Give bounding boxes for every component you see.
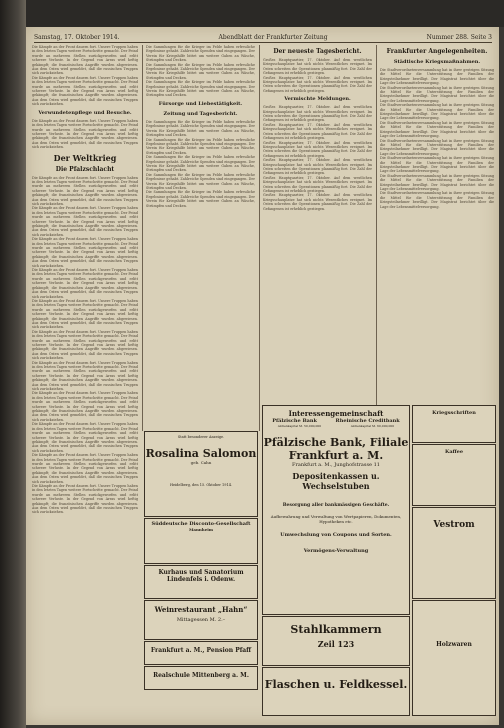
article-text: Die Sammlungen für die Krieger im Felde haben erfreuliche Ergebnisse gehabt. Zahlreiche Spenden sind eingegangen. Der Verein für Kriegshilfe bittet um weitere Gaben an Wäsche, Strümpfen und Decken. bbox=[146, 155, 255, 173]
column-4 bbox=[380, 45, 494, 427]
article-text: Die Kämpfe an der Front dauern fort. Unsere Truppen haben in den letzten Tagen weitere Fortschritte gemacht. Der Feind wurde an mehreren Stellen zurückgeworfen und erlitt schwere Verluste. In der Gegend von Arras wird heftig gekämpft; die französischen Angriffe wurden abgewiesen. Aus dem Osten wird gemeldet, daß die russischen Truppen sich zurückziehen. bbox=[32, 391, 138, 422]
article-text: Großes Hauptquartier, 17. Oktober. Auf dem westlichen Kriegsschauplatze hat sich nichts Wesentliches ereignet. Im Osten schreiten die Operationen planmäßig fort. Die Zahl der Gefangenen ist erheblich gestiegen. bbox=[263, 158, 372, 176]
ad-title: Stahlkammern bbox=[290, 623, 382, 636]
article-text: Großes Hauptquartier, 17. Oktober. Auf dem westlichen Kriegsschauplatze hat sich nichts Wesentliches ereignet. Im Osten schreiten die Operationen planmäßig fort. Die Zahl der Gefangenen ist erheblich gestiegen. bbox=[263, 105, 372, 123]
realschule-ad bbox=[144, 666, 258, 690]
header-date: Samstag, 17. Oktober 1914. bbox=[34, 34, 120, 41]
ad-title: Kurhaus und Sanatorium bbox=[158, 569, 244, 576]
capital-left: Aktienkapital M. 50,000,000 bbox=[277, 424, 322, 428]
article-text: Großes Hauptquartier, 17. Oktober. Auf dem westlichen Kriegsschauplatze hat sich nichts Wesentliches ereignet. Im Osten schreiten die Operationen planmäßig fort. Die Zahl der Gefangenen ist erheblich gestiegen. bbox=[263, 175, 372, 193]
bank-name-right: Rheinische Creditbank bbox=[335, 418, 400, 424]
article-text: Die Kämpfe an der Front dauern fort. Unsere Truppen haben in den letzten Tagen weitere Fortschritte gemacht. Der Feind wurde an mehreren Stellen zurückgeworfen und erlitt schwere Verluste. In der Gegend von Arras wird heftig gekämpft; die französischen Angriffe wurden abgewiesen. Aus dem Osten wird gemeldet, daß die russischen Truppen sich zurückziehen. bbox=[32, 422, 138, 453]
ad-kicker: Statt besonderer Anzeige. bbox=[177, 435, 225, 439]
article-text: Die Stadtverordnetenversammlung hat in ihrer gestrigen Sitzung die Mittel für die Unterstützung der Familien der Kriegsteilnehmer bewilligt. Der Magistrat berichtet über die Lage der Lebensmittelversorgung. bbox=[380, 120, 494, 139]
ad-title: Kaffee bbox=[444, 449, 464, 455]
column-2 bbox=[146, 45, 255, 427]
ad-subtitle: Lindenfels i. Odenw. bbox=[166, 576, 236, 583]
section-heading: Verwundetenpflege und Besuche. bbox=[38, 109, 132, 116]
section-subheading: Städtische Kriegsmaßnahmen. bbox=[393, 59, 481, 65]
depositenkassen-title: Depositenkassen u. Wechselstuben bbox=[292, 471, 380, 491]
section-heading-frankfurt: Frankfurter Angelegenheiten. bbox=[386, 48, 488, 55]
article-text: Großes Hauptquartier, 17. Oktober. Auf dem westlichen Kriegsschauplatze hat sich nichts Wesentliches ereignet. Im Osten schreiten die Operationen planmäßig fort. Die Zahl der Gefangenen ist erheblich gestiegen. bbox=[263, 140, 372, 158]
article-text: Die Sammlungen für die Krieger im Felde haben erfreuliche Ergebnisse gehabt. Zahlreiche Spenden sind eingegangen. Der Verein für Kriegshilfe bittet um weitere Gaben an Wäsche, Strümpfen und Decken. bbox=[146, 137, 255, 155]
section-heading: Fürsorge und Liebestätigkeit. bbox=[158, 100, 243, 107]
bank-service-2: Aufbewahrung und Verwaltung von Wertpapieren, Dokumenten, Hypotheken etc. bbox=[270, 514, 402, 524]
bank-capitals bbox=[263, 424, 409, 428]
ad-subname: geb. Cahn bbox=[190, 460, 212, 465]
article-text: Die Sammlungen für die Krieger im Felde haben erfreuliche Ergebnisse gehabt. Zahlreiche Spenden sind eingegangen. Der Verein für Kriegshilfe bittet um weitere Gaben an Wäsche, Strümpfen und Decken. bbox=[146, 172, 255, 190]
bank-address: Frankfurt a. M., Junghofstrasse 11 bbox=[292, 462, 380, 468]
scan-top-border bbox=[26, 0, 504, 27]
article-text: Großes Hauptquartier, 17. Oktober. Auf dem westlichen Kriegsschauplatze hat sich nichts Wesentliches ereignet. Im Osten schreiten die Operationen planmäßig fort. Die Zahl der Gefangenen ist erheblich gestiegen. bbox=[263, 75, 372, 93]
article-text: Die Kämpfe an der Front dauern fort. Unsere Truppen haben in den letzten Tagen weitere Fortschritte gemacht. Der Feind wurde an mehreren Stellen zurückgeworfen und erlitt schwere Verluste. In der Gegend von Arras wird heftig gekämpft; die französischen Angriffe wurden abgewiesen. Aus dem Osten wird gemeldet, daß die russischen Truppen sich zurückziehen. bbox=[32, 453, 138, 484]
article-text: Die Stadtverordnetenversammlung hat in ihrer gestrigen Sitzung die Mittel für die Unterstützung der Familien der Kriegsteilnehmer bewilligt. Der Magistrat berichtet über die Lage der Lebensmittelversorgung. bbox=[380, 85, 494, 103]
article-text: Die Stadtverordnetenversammlung hat in ihrer gestrigen Sitzung die Mittel für die Unterstützung der Familien der Kriegsteilnehmer bewilligt. Der Magistrat berichtet über die Lage der Lebensmittelversorgung. bbox=[380, 68, 494, 86]
article-text: Die Kämpfe an der Front dauern fort. Unsere Truppen haben in den letzten Tagen weitere Fortschritte gemacht. Der Feind wurde an mehreren Stellen zurückgeworfen und erlitt schwere Verluste. In der Gegend von Arras wird heftig gekämpft; die französischen Angriffe wurden abgewiesen. Aus dem Osten wird gemeldet, daß die russischen Truppen sich zurückziehen. bbox=[32, 118, 138, 150]
ad-text: Heidelberg, den 15. Oktober 1914. bbox=[169, 483, 233, 487]
ad-title: Realschule Mittenberg a. M. bbox=[153, 672, 249, 679]
article-text: Großes Hauptquartier, 17. Oktober. Auf dem westlichen Kriegsschauplatze hat sich nichts Wesentliches ereignet. Im Osten schreiten die Operationen planmäßig fort. Die Zahl der Gefangenen ist erheblich gestiegen. bbox=[263, 58, 372, 76]
article-text: Die Kämpfe an der Front dauern fort. Unsere Truppen haben in den letzten Tagen weitere Fortschritte gemacht. Der Feind wurde an mehreren Stellen zurückgeworfen und erlitt schwere Verluste. In der Gegend von Arras wird heftig gekämpft; die französischen Angriffe wurden abgewiesen. Aus dem Osten wird gemeldet, daß die russischen Truppen sich zurückziehen. bbox=[32, 237, 138, 268]
side-ad-1 bbox=[412, 405, 496, 443]
article-text: Die Sammlungen für die Krieger im Felde haben erfreuliche Ergebnisse gehabt. Zahlreiche Spenden sind eingegangen. Der Verein für Kriegshilfe bittet um weitere Gaben an Wäsche, Strümpfen und Decken. bbox=[146, 80, 255, 98]
pfaelzische-bank-ad bbox=[262, 405, 410, 615]
bank-name-left: Pfälzische Bank bbox=[272, 418, 318, 424]
article-text: Die Sammlungen für die Krieger im Felde haben erfreuliche Ergebnisse gehabt. Zahlreiche Spenden sind eingegangen. Der Verein für Kriegshilfe bittet um weitere Gaben an Wäsche, Strümpfen und Decken. bbox=[146, 119, 255, 138]
header-masthead: Abendblatt der Frankfurter Zeitung bbox=[218, 34, 328, 41]
ad-name: Rosalina Salomon bbox=[145, 447, 257, 460]
article-text: Die Kämpfe an der Front dauern fort. Unsere Truppen haben in den letzten Tagen weitere Fortschritte gemacht. Der Feind wurde an mehreren Stellen zurückgeworfen und erlitt schwere Verluste. In der Gegend von Arras wird heftig gekämpft; die französischen Angriffe wurden abgewiesen. Aus dem Osten wird gemeldet, daß die russischen Truppen sich zurückziehen. bbox=[32, 360, 138, 392]
flaschen-feldkessel-ad bbox=[262, 667, 410, 716]
ad-title: Holzwaren bbox=[436, 641, 472, 648]
article-text: Die Sammlungen für die Krieger im Felde haben erfreuliche Ergebnisse gehabt. Zahlreiche Spenden sind eingegangen. Der Verein für Kriegshilfe bittet um weitere Gaben an Wäsche, Strümpfen und Decken. bbox=[146, 190, 255, 208]
kurhaus-ad bbox=[144, 565, 258, 599]
ad-title: Vestrom bbox=[433, 520, 475, 530]
article-text: Die Sammlungen für die Krieger im Felde haben erfreuliche Ergebnisse gehabt. Zahlreiche Spenden sind eingegangen. Der Verein für Kriegshilfe bittet um weitere Gaben an Wäsche, Strümpfen und Decken. bbox=[146, 62, 255, 80]
bank-service-3: Umwechslung von Coupons und Sorten. bbox=[280, 532, 392, 538]
ad-subtitle: Mannheim bbox=[188, 527, 214, 532]
ad-subtitle: Zeil 123 bbox=[317, 639, 355, 649]
article-text: Die Kämpfe an der Front dauern fort. Unsere Truppen haben in den letzten Tagen weitere Fortschritte gemacht. Der Feind wurde an mehreren Stellen zurückgeworfen und erlitt schwere Verluste. In der Gegend von Arras wird heftig gekämpft; die französischen Angriffe wurden abgewiesen. Aus dem Osten wird gemeldet, daß die russischen Truppen sich zurückziehen. bbox=[32, 75, 138, 107]
article-text: Die Sammlungen für die Krieger im Felde haben erfreuliche Ergebnisse gehabt. Zahlreiche Spenden sind eingegangen. Der Verein für Kriegshilfe bittet um weitere Gaben an Wäsche, Strümpfen und Decken. bbox=[146, 45, 255, 63]
ad-title: Frankfurt a. M., Pension Pfaff bbox=[150, 647, 252, 654]
column-rule bbox=[142, 45, 143, 431]
family-announcement-ad bbox=[144, 431, 258, 517]
article-text: Die Stadtverordnetenversammlung hat in ihrer gestrigen Sitzung die Mittel für die Unterstützung der Familien der Kriegsteilnehmer bewilligt. Der Magistrat berichtet über die Lage der Lebensmittelversorgung. bbox=[380, 103, 494, 121]
ad-title: Interessengemeinschaft bbox=[288, 409, 384, 418]
section-heading: Vermischte Meldungen. bbox=[284, 96, 351, 103]
article-text: Die Stadtverordnetenversammlung hat in ihrer gestrigen Sitzung die Mittel für die Unterstützung der Familien der Kriegsteilnehmer bewilligt. Der Magistrat berichtet über die Lage der Lebensmittelversorgung. bbox=[380, 138, 494, 156]
article-text: Die Stadtverordnetenversammlung hat in ihrer gestrigen Sitzung die Mittel für die Unterstützung der Familien der Kriegsteilnehmer bewilligt. Der Magistrat berichtet über die Lage der Lebensmittelversorgung. bbox=[380, 173, 494, 191]
article-text: Die Kämpfe an der Front dauern fort. Unsere Truppen haben in den letzten Tagen weitere Fortschritte gemacht. Der Feind wurde an mehreren Stellen zurückgeworfen und erlitt schwere Verluste. In der Gegend von Arras wird heftig gekämpft; die französischen Angriffe wurden abgewiesen. Aus dem Osten wird gemeldet, daß die russischen Truppen sich zurückziehen. bbox=[32, 298, 138, 330]
ad-title: Flaschen u. Feldkessel. bbox=[264, 678, 408, 691]
article-text: Die Kämpfe an der Front dauern fort. Unsere Truppen haben in den letzten Tagen weitere Fortschritte gemacht. Der Feind wurde an mehreren Stellen zurückgeworfen und erlitt schwere Verluste. In der Gegend von Arras wird heftig gekämpft; die französischen Angriffe wurden abgewiesen. Aus dem Osten wird gemeldet, daß die russischen Truppen sich zurückziehen. bbox=[32, 206, 138, 237]
article-text: Die Stadtverordnetenversammlung hat in ihrer gestrigen Sitzung die Mittel für die Unterstützung der Familien der Kriegsteilnehmer bewilligt. Der Magistrat berichtet über die Lage der Lebensmittelversorgung. bbox=[380, 191, 494, 209]
column-rule bbox=[376, 45, 377, 431]
ad-title: Kriegsschriften bbox=[432, 410, 476, 416]
capital-right: Aktienkapital M. 60,000,000 bbox=[350, 424, 395, 428]
bank-main-title: Pfälzische Bank, Filiale Frankfurt a. M. bbox=[263, 436, 409, 462]
article-text: Die Stadtverordnetenversammlung hat in ihrer gestrigen Sitzung die Mittel für die Unterstützung der Familien der Kriegsteilnehmer bewilligt. Der Magistrat berichtet über die Lage der Lebensmittelversorgung. bbox=[380, 156, 494, 174]
side-ad-2 bbox=[412, 444, 496, 506]
ad-title: Weinrestaurant „Hahn“ bbox=[154, 605, 248, 614]
page-header bbox=[34, 33, 492, 43]
side-ad-4 bbox=[412, 600, 496, 716]
bank-service-1: Besorgung aller bankmässigen Geschäfte. bbox=[282, 503, 390, 508]
newspaper-page bbox=[26, 27, 499, 725]
section-heading-weltkrieg: Der Weltkrieg bbox=[53, 152, 117, 163]
binding-edge bbox=[0, 0, 26, 728]
article-text: Die Kämpfe an der Front dauern fort. Unsere Truppen haben in den letzten Tagen weitere Fortschritte gemacht. Der Feind wurde an mehreren Stellen zurückgeworfen und erlitt schwere Verluste. In der Gegend von Arras wird heftig gekämpft; die französischen Angriffe wurden abgewiesen. Aus dem Osten wird gemeldet, daß die russischen Truppen sich zurückziehen. bbox=[32, 175, 138, 206]
section-heading-tagesbericht: Der neueste Tagesbericht. bbox=[273, 48, 362, 55]
article-text: Großes Hauptquartier, 17. Oktober. Auf dem westlichen Kriegsschauplatze hat sich nichts Wesentliches ereignet. Im Osten schreiten die Operationen planmäßig fort. Die Zahl der Gefangenen ist erheblich gestiegen. bbox=[263, 122, 372, 141]
stahlkammern-ad bbox=[262, 616, 410, 666]
pension-ad bbox=[144, 641, 258, 665]
bank-service-4: Vermögens-Verwaltung bbox=[303, 548, 369, 554]
article-heading: Die Pfalzschlacht bbox=[55, 165, 115, 173]
article-text: Die Kämpfe an der Front dauern fort. Unsere Truppen haben in den letzten Tagen weitere Fortschritte gemacht. Der Feind wurde an mehreren Stellen zurückgeworfen und erlitt schwere Verluste. In der Gegend von Arras wird heftig gekämpft; die französischen Angriffe wurden abgewiesen. Aus dem Osten wird gemeldet, daß die russischen Truppen sich zurückziehen. bbox=[32, 268, 138, 299]
column-rule bbox=[259, 45, 260, 431]
article-text: Großes Hauptquartier, 17. Oktober. Auf dem westlichen Kriegsschauplatze hat sich nichts Wesentliches ereignet. Im Osten schreiten die Operationen planmäßig fort. Die Zahl der Gefangenen ist erheblich gestiegen. bbox=[263, 193, 372, 211]
ad-subtitle: Mittagessen M. 2.– bbox=[176, 617, 226, 623]
article-text: Die Kämpfe an der Front dauern fort. Unsere Truppen haben in den letzten Tagen weitere Fortschritte gemacht. Der Feind wurde an mehreren Stellen zurückgeworfen und erlitt schwere Verluste. In der Gegend von Arras wird heftig gekämpft; die französischen Angriffe wurden abgewiesen. Aus dem Osten wird gemeldet, daß die russischen Truppen sich zurückziehen. bbox=[32, 329, 138, 361]
weinrestaurant-ad bbox=[144, 600, 258, 640]
article-text: Die Kämpfe an der Front dauern fort. Unsere Truppen haben in den letzten Tagen weitere Fortschritte gemacht. Der Feind wurde an mehreren Stellen zurückgeworfen und erlitt schwere Verluste. In der Gegend von Arras wird heftig gekämpft; die französischen Angriffe wurden abgewiesen. Aus dem Osten wird gemeldet, daß die russischen Truppen sich zurückziehen. bbox=[32, 483, 138, 515]
disconto-bank-ad bbox=[144, 518, 258, 564]
section-subheading: Zeitung und Tagesbericht. bbox=[163, 110, 238, 117]
column-3 bbox=[263, 45, 372, 427]
article-text: Die Kämpfe an der Front dauern fort. Unsere Truppen haben in den letzten Tagen weitere Fortschritte gemacht. Der Feind wurde an mehreren Stellen zurückgeworfen und erlitt schwere Verluste. In der Gegend von Arras wird heftig gekämpft; die französischen Angriffe wurden abgewiesen. Aus dem Osten wird gemeldet, daß die russischen Truppen sich zurückziehen. bbox=[32, 45, 138, 76]
column-1 bbox=[32, 45, 138, 721]
ad-title: Süddeutsche Disconto-Gesellschaft bbox=[151, 521, 251, 527]
side-ad-3 bbox=[412, 507, 496, 599]
header-page-number: Nummer 288. Seite 3 bbox=[426, 34, 492, 41]
